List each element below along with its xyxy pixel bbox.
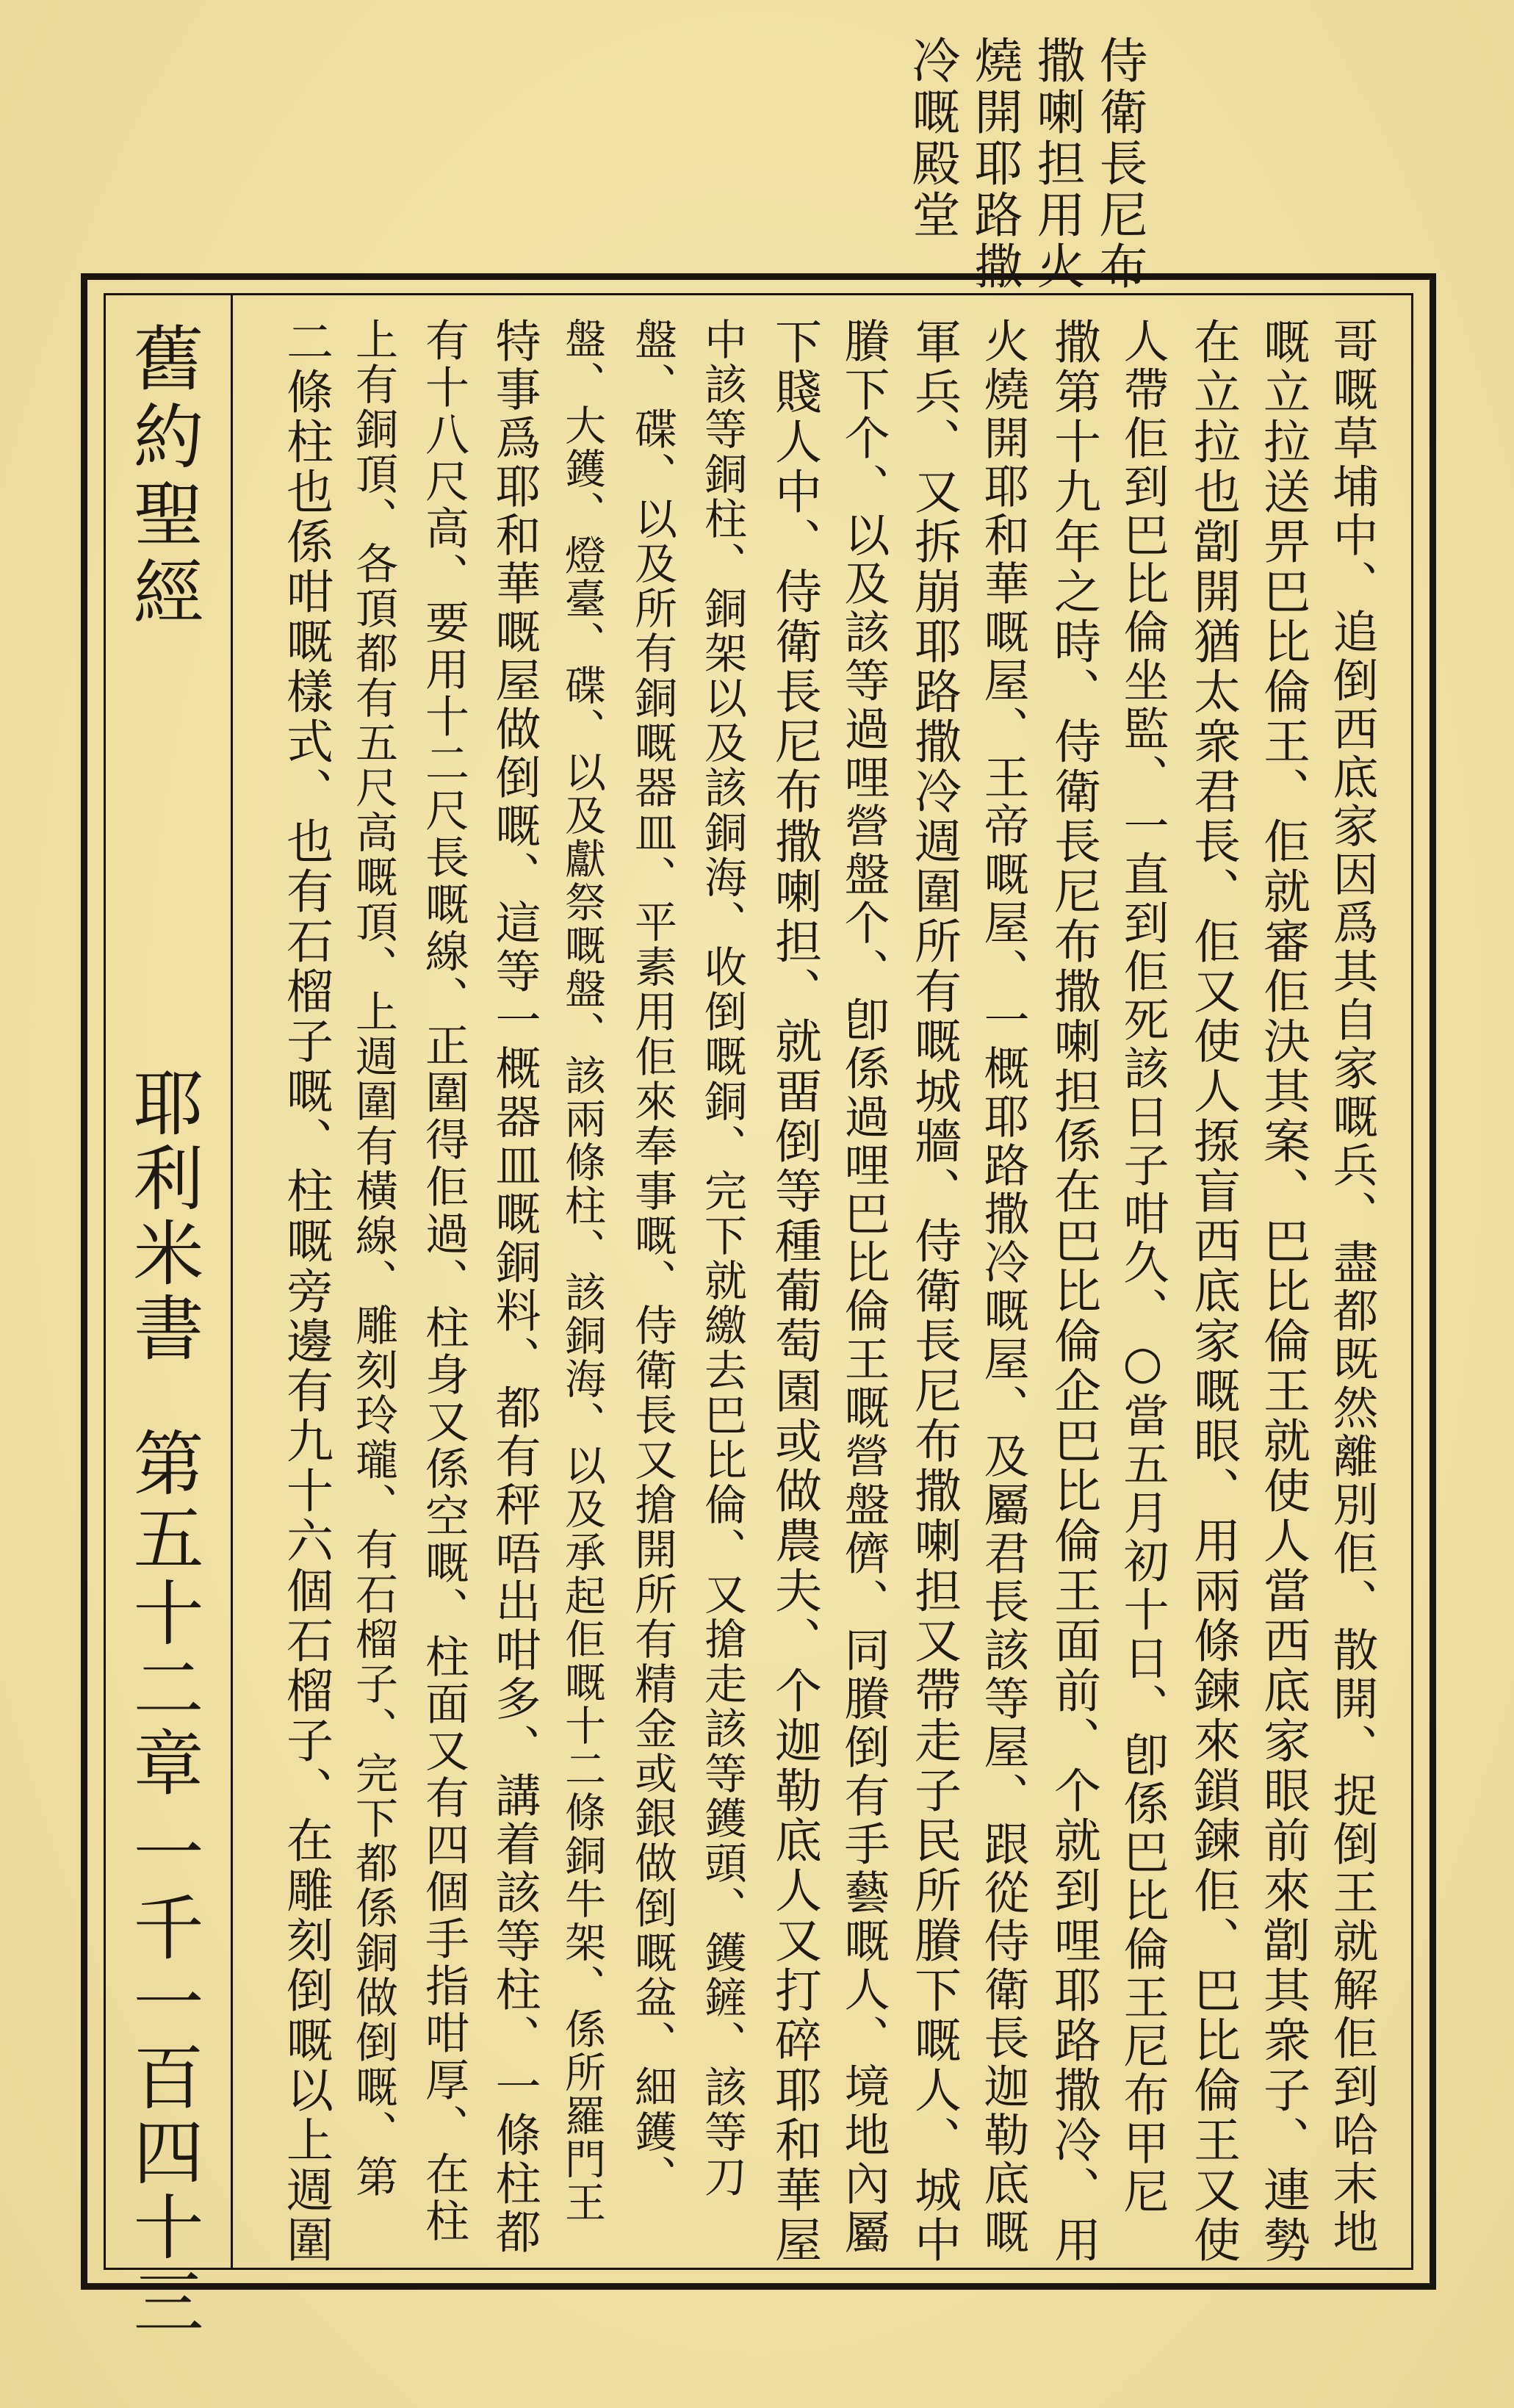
body-column: 上有銅頂、各頂都有五尺高嘅頂、上週圍有橫線、雕刻玲瓏、有石榴子、完下都係銅做倒嘅、第 [348,317,398,2199]
body-column: 哥嘅草埔中、追倒西底家因爲其自家嘅兵、盡都既然離別佢、散開、捉倒王就解佢到哈末地 [1325,317,1379,2257]
body-column: 嘅立拉送畀巴比倫王、佢就審佢決其案、巴比倫王就使人當西底家眼前來劏其衆子、連勢 [1255,317,1310,2265]
body-column: 二條柱也係咁嘅樣式、也有石榴子嘅、柱嘅旁邊有九十六個石榴子、在雕刻倒嘅以上週圍 [278,317,333,2265]
body-column: 下賤人中、侍衛長尼布撒喇担、就畱倒等種葡萄園或做農夫、个迦勒底人又打碎耶和華屋 [767,317,821,2265]
body-column: 在立拉也劏開猶太衆君長、佢又使人揼盲西底家嘅眼、用兩條鍊來鎖鍊佢、巴比倫王又使 [1186,317,1240,2265]
book-title: 舊約聖經 [122,322,204,633]
body-column: 賸下个、以及該等過哩營盤个、卽係過哩巴比倫王嘅營盤儕、同賸倒有手藝嘅人、境地內屬 [837,317,890,2257]
body-column: 有十八尺高、要用十二尺長嘅線、正圍得佢過、柱身又係空嘅、柱面又有四個手指咁厚、在柱 [418,317,469,2245]
body-column: 軍兵、又拆崩耶路撒冷週圍所有嘅城牆、侍衛長尼布撒喇担又帶走子民所賸下嘅人、城中 [906,317,961,2265]
page-number: 一千一百四十三 [122,1816,204,2340]
body-column: 特事爲耶和華嘅屋做倒嘅、這等一概器皿嘅銅料、都有秤唔出咁多、講着該等柱、一條柱都 [488,317,541,2257]
chapter-number: 第五十二章 [122,1427,204,1801]
head-note-line: 撒喇担用火 [1028,35,1085,292]
head-note-line: 侍衛長尼布 [1091,35,1147,292]
margin-separator [231,295,233,2268]
body-column: 盤、碟、以及所有銅嘅器皿、平素用佢來奉事嘅、侍衛長又搶開所有精金或銀做倒嘅盆、細鑊、 [627,317,677,2199]
text-frame-inner [104,293,1413,2340]
body-column: 火燒開耶和華嘅屋、王帝嘅屋、一概耶路撒冷嘅屋、及屬君長該等屋、跟從侍衛長迦勒底嘅 [976,317,1030,2257]
body-column: 人帶佢到巴比倫坐監、一直到佢死該日子咁久、○當五月初十日、卽係巴比倫王尼布甲尼 [1116,317,1169,2216]
head-note-line: 燒開耶路撒 [966,35,1023,292]
body-column: 中該等銅柱、銅架以及該銅海、收倒嘅銅、完下就繳去巴比倫、又搶走該等鑊頭、鑊鏟、該等刀 [697,317,747,2199]
book-name: 耶利米書 [122,1067,204,1366]
body-column: 盤、大鑊、燈臺、碟、以及獻祭嘅盤、該兩條柱、該銅海、以及承起佢嘅十二條銅牛架、係所羅門王 [558,317,606,2224]
head-note-line: 冷嘅殿堂 [904,35,960,241]
text-frame [81,273,1436,2340]
body-column: 撒第十九年之時、侍衛長尼布撒喇担係在巴比倫企巴比倫王面前、个就到哩耶路撒冷、用 [1046,317,1100,2265]
